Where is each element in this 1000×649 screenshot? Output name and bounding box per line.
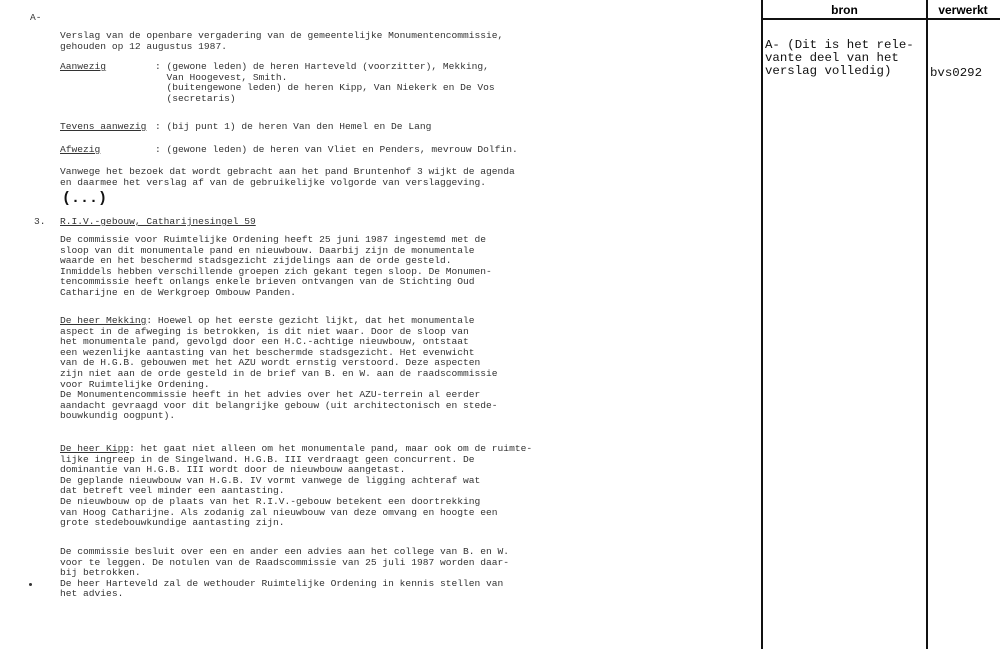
mekking-paragraph: De heer Mekking: Hoewel op het eerste gezicht lijkt, dat het monumentale aspect in de afweging is betrokken, is dit niet waar. Door de sloop van het monumentale pand, gevolgd door een H.C.-achtige nieuwbouw, ontstaat een wezenlijke aantasting van het beschermde stadsgezicht. Het evenwicht van de H.G.B. gebouwen met het AZU wordt ernstig verstoord. Deze aspecten zijn niet aan de orde gesteld in de brief van B. en W. aan de raadscommissie voor Ruimtelijke Ordening. De Monumentencommissie heeft in het advies over het AZU-terrein al eerder aandacht gevraagd voor dit belangrijke gebouw (uit architectonisch en stede- bouwkundig oogpunt). — [60, 315, 498, 422]
besluit-paragraph: De commissie besluit over een en ander een advies aan het college van B. en W. voor te leggen. De notulen van de Raadscommissie van 25 juli 1987 worden daar- bij betrokken. De heer Harteveld zal de wethouder Ruimtelijke Ordening in kennis stellen van het advies. — [60, 546, 510, 600]
bron-note: A- (Dit is het rele- vante deel van het verslag volledig) — [765, 38, 914, 78]
tevens-text: : (bij punt 1) de heren Van den Hemel en De Lang — [155, 121, 432, 132]
page-marker: A- — [30, 12, 42, 23]
vanwege-text: Vanwege het bezoek dat wordt gebracht aan het pand Bruntenhof 3 wijkt de agenda en daarmee het verslag af van de gebruikelijke volgorde van verslaggeving. — [60, 166, 515, 188]
bullet-dot — [29, 583, 32, 586]
item-number: 3. — [34, 216, 46, 227]
mekking-speaker: De heer Mekking — [60, 315, 147, 326]
verwerkt-code: bvs0292 — [930, 66, 983, 80]
item-paragraph-1: De commissie voor Ruimtelijke Ordening heeft 25 juni 1987 ingestemd met de sloop van dit monumentale pand en nieuwbouw. Daarbij zijn de monumentale waarde en het beschermd stadsgezicht zijdelings aan de orde gesteld. Inmiddels hebben verschillende groepen zich gekant tegen sloop. De Monumen- tencommissie heeft onlangs enkele brieven ontvangen van de Stichting Oud Catharijne en de Werkgroep Ombouw Panden. — [60, 234, 492, 298]
header-rule — [762, 18, 1000, 20]
afwezig-label: Afwezig — [60, 144, 101, 155]
aanwezig-label: Aanwezig — [60, 61, 107, 72]
bron-header: bron — [831, 3, 858, 17]
intro-text: Verslag van de openbare vergadering van de gemeentelijke Monumentencommissie, gehouden op 12 augustus 1987. — [60, 30, 504, 52]
kipp-speaker: De heer Kipp — [60, 443, 130, 454]
item-title: R.I.V.-gebouw, Catharijnesingel 59 — [60, 216, 256, 227]
afwezig-text: : (gewone leden) de heren van Vliet en Penders, mevrouw Dolfin. — [155, 144, 518, 155]
aanwezig-list: : (gewone leden) de heren Harteveld (voorzitter), Mekking, Van Hoogevest, Smith. (buitengewone leden) de heren Kipp, Van Niekerk en De Vos (secretaris) — [155, 61, 495, 104]
tevens-label: Tevens aanwezig — [60, 121, 147, 132]
ellipsis: (...) — [62, 190, 108, 207]
kipp-paragraph: De heer Kipp: het gaat niet alleen om het monumentale pand, maar ook om de ruimte- lijke ingreep in de Singelwand. H.G.B. III verdraagt geen concurrent. De dominantie van H.G.B. III wordt door de nieuwbouw aangetast. De geplande nieuwbouw van H.G.B. IV vormt vanwege de ligging achteraf wat dat betreft veel minder een aantasting. De nieuwbouw op de plaats van het R.I.V.-gebouw betekent een doortrekking van Hoog Catharijne. Als zodanig zal nieuwbouw van deze omvang en hoogte een grote stedebouwkundige aantasting zijn. — [60, 443, 533, 529]
column-divider-left — [761, 0, 763, 649]
verwerkt-header: verwerkt — [938, 3, 988, 17]
column-divider-right — [926, 0, 928, 649]
